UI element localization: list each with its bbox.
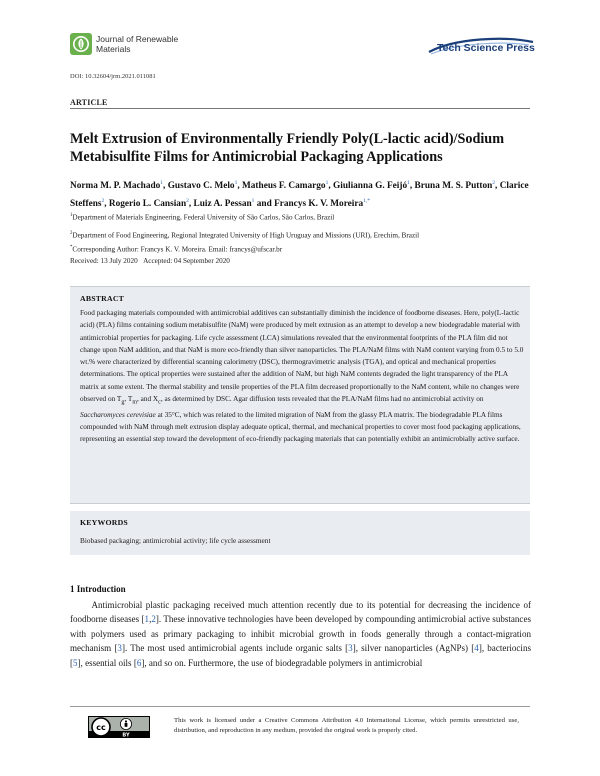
section-heading-introduction: 1 Introduction xyxy=(70,584,126,594)
keywords-divider xyxy=(70,503,530,504)
author-name: Bruna M. S. Putton xyxy=(414,181,493,192)
citation-link[interactable]: 3 xyxy=(117,643,122,654)
author-name: Matheus F. Camargo xyxy=(242,181,326,192)
affiliation-1: $^1$Department of Materials Engineering, Federal University of São Carlos, São Carlos, Brazil xyxy=(70,213,335,222)
recycle-leaf-icon xyxy=(70,33,92,55)
accepted-date: Accepted: 04 September 2020 xyxy=(143,256,230,265)
by-mark: BY xyxy=(122,732,130,738)
author-affiliation-mark[interactable]: 1 xyxy=(234,180,238,186)
introduction-paragraph: Antimicrobial plastic packaging received much attention recently due to its potential for decreasing the incidence of foodborne diseases [1,2]. These innovative technologies have been developed by compounding antimicrobial active substances with polymers used as primary packaging to inhibit microbial growth in foods generally through a contact-migration mechanism [3]. The most used antimicrobial agents include organic salts [3], silver nanoparticles (AgNPs) [4], bacteriocins [5], essential oils [6], and so on. Furthermore, the use of biodegradable polymers in antimicrobial xyxy=(70,600,531,668)
doi-link[interactable]: DOI: 10.32604/jrm.2021.011081 xyxy=(70,73,156,80)
citation-link[interactable]: 4 xyxy=(474,643,479,654)
citation-link[interactable]: 1 xyxy=(144,614,150,625)
footer-divider xyxy=(70,706,530,707)
keywords-panel xyxy=(70,511,530,555)
creative-commons-icon[interactable] xyxy=(88,716,150,738)
organism-name: Saccharomyces cerevisiae xyxy=(80,410,156,419)
page-header xyxy=(0,0,600,72)
affiliations xyxy=(70,210,540,267)
cc-mark: cc xyxy=(96,723,106,732)
journal-name: Journal of Renewable Materials xyxy=(96,34,179,54)
keywords-text: Biobased packaging; antimicrobial activity; life cycle assessment xyxy=(80,536,271,545)
author-affiliation-mark[interactable]: 1 xyxy=(407,180,410,186)
author-name: Francys K. V. Moreira xyxy=(274,198,364,209)
abstract-heading: ABSTRACT xyxy=(80,294,125,303)
corresponding-author: *Corresponding Author: Francys K. V. Moreira. Email: francys@ufscar.br xyxy=(70,244,283,254)
citation-link[interactable]: 2 xyxy=(151,614,156,625)
citation-link[interactable]: 6 xyxy=(136,657,142,668)
affiliation-2: $^2$Department of Food Engineering, Regional Integrated University of High Uruguay and Missions (URI), Erechim, Brazil xyxy=(70,230,420,240)
author-name: Norma M. P. Machado xyxy=(70,181,161,192)
publisher-name: Tech Science Press xyxy=(437,42,535,54)
author-list: Norma M. P. Machado$^1$, Gustavo C. Melo$^1$, Matheus F. Camargo$^1$, Giulianna G. Feijó$^1$, Bruna M. S. Putton$^2$, Clarice Steffens$^2$, Rogerio L. Cansian$^2$, Luiz A. Pessan$^1$ and Francys K. V. Moreira$^{1,*}$ xyxy=(70,180,529,209)
citation-link[interactable]: 3 xyxy=(348,643,353,654)
author-affiliation-mark[interactable]: 2 xyxy=(101,197,105,204)
license-notice: This work is licensed under a Creative Commons Attribution 4.0 International License, which permits unrestricted use, distribution, and reproduction in any medium, provided the original work is properly cited. xyxy=(174,717,519,735)
author-affiliation-mark[interactable]: 1 xyxy=(251,197,255,204)
author-affiliation-mark[interactable]: 1 xyxy=(160,180,164,186)
author-name: Giulianna G. Feijó xyxy=(333,181,408,192)
author-affiliation-mark[interactable]: 1 xyxy=(325,180,329,186)
received-date: Received: 13 July 2020 xyxy=(70,256,138,265)
article-type-label: ARTICLE xyxy=(70,98,108,107)
paper-title: Melt Extrusion of Environmentally Friendly Poly(L-lactic acid)/Sodium Metabisulfite Films for Antimicrobial Packaging Applications xyxy=(70,131,505,165)
author-name: Clarice Steffens xyxy=(70,181,529,209)
header-divider xyxy=(70,108,530,109)
author-name: Luiz A. Pessan xyxy=(193,198,252,209)
submission-dates xyxy=(70,256,540,268)
author-name: Gustavo C. Melo xyxy=(167,181,235,192)
keywords-heading: KEYWORDS xyxy=(80,518,128,527)
abstract-text: Food packaging materials compounded with antimicrobial additives can substantially diminish the incidence of foodborne diseases. Here, poly(L-lactic acid) (PLA) films containing sodium metabisulfite (NaM) were produced by melt extrusion as an attempt to develop a new biodegradable material with antimicrobial properties for packaging. Life cycle assessment (LCA) simulations revealed that the environmental footprints of the PLA film did not change upon NaM addition, and that NaM is more eco-friendly than silver nanoparticles. The PLA/NaM films with NaM content varying from 0.5 to 5.0 wt.% were characterized by differential scanning calorimetry (DSC), thermogravimetric analysis (TGA), and optical and mechanical properties determinations. The optical properties were sustained after the addition of NaM, but high NaM contents degraded the light transparency of the PLA matrix at some extent. The thermal stability and tensile properties of the PLA film decreased proportionally to the NaM content, while no changes were observed on $T_g$, $T_m$, and $X_c$, as determined by DSC. Agar diffusion tests revealed that the PLA/NaM films had no antimicrobial activity on Saccharomyces cerevisiae at 35°C, which was related to the limited migration of NaM from the glassy PLA matrix. The biodegradable PLA films compounded with NaM through melt extrusion display adequate optical, thermal, and mechanical properties to cover most food packaging applications, representing an essential step toward the development of eco-friendly packaging materials that can potentially exhibit an antimicrobially active surface. xyxy=(80,309,524,444)
citation-link[interactable]: 5 xyxy=(73,657,78,668)
author-affiliation-mark[interactable]: 2 xyxy=(492,180,496,186)
author-affiliation-mark[interactable]: 2 xyxy=(186,197,189,204)
attribution-person-icon xyxy=(120,718,131,729)
author-affiliation-mark[interactable]: 1,* xyxy=(363,197,371,204)
author-name: Rogerio L. Cansian xyxy=(108,198,187,209)
